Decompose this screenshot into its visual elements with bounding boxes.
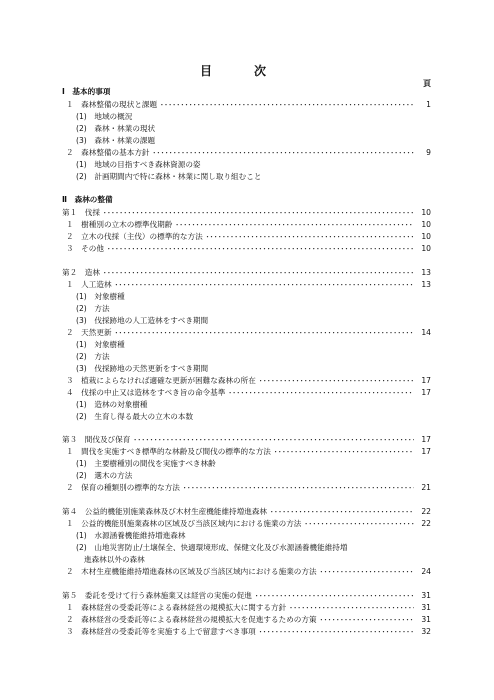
toc-page-number: 32: [421, 627, 431, 636]
toc-page-number: 31: [421, 615, 431, 624]
toc-page-number: 21: [421, 483, 431, 492]
toc-entry-label: (1) 対象樹種: [76, 340, 125, 349]
toc-entry-label: ２ 天然更新: [66, 328, 112, 337]
toc-entry-label: (1) 地域の概況: [76, 112, 133, 121]
leader-dots: [228, 387, 414, 398]
toc-entry-label: (1) 水源涵養機能維持増進森林: [76, 531, 186, 540]
leader-dots: [115, 279, 414, 290]
toc-entry-label: 第３ 間伐及び保育: [62, 435, 131, 444]
toc-entry-label: (3) 伐採跡地の人工造林をすべき期間: [76, 316, 209, 325]
toc-entry[interactable]: [76, 111, 132, 122]
toc-entry-label: (2) 生育し得る最大の立木の本数: [76, 412, 194, 421]
leader-dots: [274, 446, 414, 457]
toc-entry[interactable]: [76, 351, 110, 362]
leader-dots: [259, 375, 414, 386]
leader-dots: [259, 626, 414, 637]
toc-entry-label: (1) 主要樹種別の間伐を実施すべき林齢: [76, 459, 216, 468]
toc-entry-label: (2) 計画期間内で特に森林・林業に関し取り組むこと: [76, 172, 262, 181]
toc-entry[interactable]: [66, 279, 431, 290]
toc-entry[interactable]: [66, 482, 431, 493]
toc-entry[interactable]: [66, 99, 431, 110]
toc-entry-label: ２ 森林整備の基本方針: [66, 148, 150, 157]
toc-entry-label: (2) 選木の方法: [76, 471, 133, 480]
leader-dots: [289, 602, 414, 613]
toc-entry-label: (1) 造林の対象樹種: [76, 400, 148, 409]
leader-dots: [320, 614, 414, 625]
toc-entry-label: １ 公益的機能別施業森林の区域及び当該区域内における施業の方法: [66, 519, 302, 528]
toc-entry-label: ３ 植栽によらなければ適確な更新が困難な森林の所在: [66, 376, 256, 385]
toc-entry[interactable]: [66, 243, 431, 254]
leader-dots: [160, 99, 414, 110]
toc-entry-label: (3) 森林・林業の課題: [76, 136, 156, 145]
toc-page-number: 22: [421, 519, 431, 528]
toc-entry[interactable]: [66, 327, 431, 338]
toc-page-number: 9: [426, 148, 431, 157]
toc-entry[interactable]: [76, 315, 208, 326]
leader-dots: [175, 219, 414, 230]
leader-dots: [103, 267, 414, 278]
toc-entry[interactable]: [66, 626, 431, 637]
toc-page-number: 13: [421, 268, 431, 277]
toc-entry-label: (2) 山地災害防止/土壌保全、快適環境形成、保健文化及び水源涵養機能維持増: [76, 543, 348, 552]
toc-entry[interactable]: [66, 219, 431, 230]
toc-entry-label: 第１ 伐採: [62, 208, 100, 217]
leader-dots: [255, 590, 414, 601]
toc-entry-label: (2) 方法: [76, 352, 110, 361]
toc-page-number: 10: [421, 244, 431, 253]
title-char-1: 目: [200, 64, 213, 78]
leader-dots: [183, 482, 414, 493]
toc-entry[interactable]: [62, 434, 431, 445]
toc-entry-label: (3) 伐採跡地の天然更新をすべき期間: [76, 364, 209, 373]
toc-entry[interactable]: [62, 207, 431, 218]
toc-entry[interactable]: [76, 159, 201, 170]
toc-entry-label: (2) 方法: [76, 304, 110, 313]
toc-entry[interactable]: [76, 363, 208, 374]
toc-entry[interactable]: [76, 171, 261, 182]
toc-entry[interactable]: [76, 530, 185, 541]
toc-entry-label: (1) 地域の目指すべき森林資源の姿: [76, 160, 201, 169]
toc-entry[interactable]: [84, 554, 145, 565]
toc-page-number: 24: [421, 567, 431, 576]
toc-entry[interactable]: [66, 566, 431, 577]
toc-page-number: 17: [421, 447, 431, 456]
toc-entry-label: １ 人工造林: [66, 280, 112, 289]
toc-entry[interactable]: [76, 399, 148, 410]
leader-dots: [103, 207, 414, 218]
toc-entry-label: ２ 森林経営の受委託等による森林経営の規模拡大を促進するための方策: [66, 615, 317, 624]
toc-page-number: 1: [426, 100, 431, 109]
toc-entry[interactable]: [76, 542, 348, 553]
toc-page-number: 14: [421, 328, 431, 337]
section-heading: Ⅱ 森林の整備: [62, 195, 113, 204]
leader-dots: [270, 506, 414, 517]
toc-entry[interactable]: [66, 614, 431, 625]
toc-entry[interactable]: [66, 231, 431, 242]
toc-entry[interactable]: [66, 147, 431, 158]
toc-entry-label: (2) 森林・林業の現状: [76, 124, 156, 133]
toc-entry-label: １ 森林経営の受委託等による森林経営の規模拡大に関する方針: [66, 603, 287, 612]
toc-entry-label: ４ 伐採の中止又は造林をすべき旨の命令基準: [66, 388, 226, 397]
toc-entry-label: ２ 木材生産機能維持増進森林の区域及び当該区域内における施業の方法: [66, 567, 317, 576]
toc-page-number: 10: [421, 220, 431, 229]
toc-page-number: 31: [421, 603, 431, 612]
toc-page-number: 10: [421, 208, 431, 217]
toc-entry[interactable]: [62, 267, 431, 278]
leader-dots: [153, 147, 414, 158]
toc-page-number: 17: [421, 435, 431, 444]
toc-page-number: 10: [421, 232, 431, 241]
leader-dots: [107, 243, 414, 254]
toc-entry-label: １ 樹種別の立木の標準伐期齢: [66, 220, 173, 229]
toc-entry-label: ２ 立木の伐採（主伐）の標準的な方法: [66, 232, 203, 241]
toc-entry[interactable]: [76, 135, 155, 146]
toc-entry[interactable]: [76, 123, 155, 134]
leader-dots: [206, 231, 414, 242]
toc-entry[interactable]: [76, 339, 125, 350]
toc-entry-label: 第２ 造林: [62, 268, 100, 277]
toc-entry[interactable]: [76, 291, 125, 302]
toc-entry[interactable]: [76, 303, 110, 314]
toc-page-number: 13: [421, 280, 431, 289]
toc-page-number: 22: [421, 507, 431, 516]
section-heading: Ⅰ 基本的事項: [62, 87, 111, 96]
toc-entry-label: 第４ 公益的機能別施業森林及び木材生産機能維持増進森林: [62, 507, 268, 516]
leader-dots: [320, 566, 414, 577]
title-char-2: 次: [254, 64, 267, 78]
toc-entry[interactable]: [66, 387, 431, 398]
toc-entry[interactable]: [62, 590, 431, 601]
toc-entry[interactable]: [66, 602, 431, 613]
toc-entry[interactable]: [66, 375, 431, 386]
toc-page-number: 17: [421, 376, 431, 385]
toc-entry-label: ３ 森林経営の受委託等を実施する上で留意すべき事項: [66, 627, 256, 636]
toc-entry[interactable]: [66, 518, 431, 529]
toc-entry[interactable]: [76, 411, 193, 422]
toc-entry-label: １ 森林整備の現状と課題: [66, 100, 158, 109]
toc-page-number: 17: [421, 388, 431, 397]
leader-dots: [115, 327, 414, 338]
toc-entry-label: (1) 対象樹種: [76, 292, 125, 301]
leader-dots: [133, 434, 414, 445]
toc-page-number: 31: [421, 591, 431, 600]
leader-dots: [304, 518, 414, 529]
toc-entry-label: １ 間伐を実施すべき標準的な林齢及び間伐の標準的な方法: [66, 447, 271, 456]
toc-entry[interactable]: [66, 446, 431, 457]
toc-entry-label: ２ 保育の種類別の標準的な方法: [66, 483, 180, 492]
toc-entry[interactable]: [62, 506, 431, 517]
toc-entry[interactable]: [76, 458, 216, 469]
page-column-header: 頁: [423, 79, 431, 88]
toc-entry-label: ３ その他: [66, 244, 104, 253]
toc-entry[interactable]: [76, 470, 132, 481]
toc-entry-label: 第５ 委託を受けて行う森林施業又は経営の実施の促進: [62, 591, 252, 600]
toc-entry-label: 進森林以外の森林: [84, 555, 145, 564]
